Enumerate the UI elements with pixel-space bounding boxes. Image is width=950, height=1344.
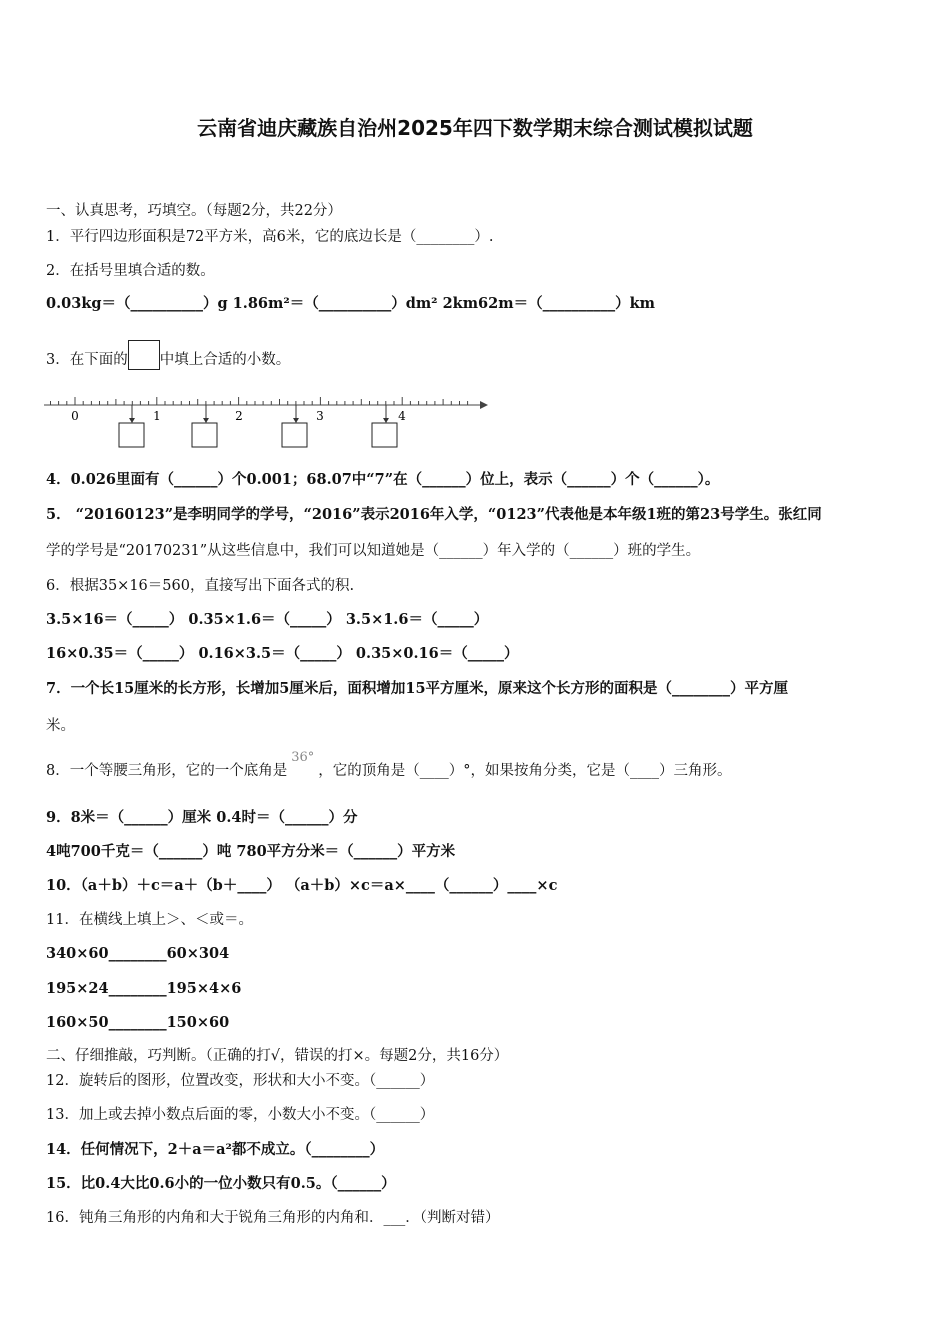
- question-8: [46, 750, 926, 782]
- number-line-label: 3: [316, 409, 324, 423]
- question-11: 11．在横线上填上＞、＜或＝。: [46, 912, 253, 928]
- question-11-row-2: 195×24________195×4×6: [46, 980, 242, 997]
- question-9-row-2: 4吨700千克＝（______）吨 780平方分米＝（______）平方米: [46, 843, 456, 860]
- angle-value: 36°: [291, 750, 315, 765]
- number-line-label: 1: [153, 409, 161, 423]
- question-6-row-1: 3.5×16＝（_____） 0.35×1.6＝（_____） 3.5×1.6＝（_____）: [46, 611, 489, 628]
- question-11-row-1: 340×60________60×304: [46, 945, 230, 962]
- question-6: 6．根据35×16＝560，直接写出下面各式的积.: [46, 578, 355, 594]
- question-3-text-b: 中填上合适的小数。: [159, 352, 291, 368]
- question-8-text-a: 8．一个等腰三角形，它的一个底角是: [46, 763, 288, 779]
- question-5-line-1: 5． “20160123”是李明同学的学号，“2016”表示2016年入学，“0123”代表他是本年级1班的第23号学生。张红同: [46, 506, 822, 523]
- question-3: [46, 340, 926, 370]
- answer-arrow: [203, 405, 209, 423]
- number-line-label: 4: [398, 409, 406, 423]
- question-5-line-2: 学的学号是“20170231”从这些信息中，我们可以知道她是（______）年入学的（______）班的学生。: [46, 543, 701, 559]
- question-2-items: 0.03kg＝（__________）g 1.86m²＝（__________）dm² 2km62m＝（__________）km: [46, 295, 655, 312]
- question-15: 15．比0.4大比0.6小的一位小数只有0.5。（______）: [46, 1175, 396, 1192]
- question-11-row-3: 160×50________150×60: [46, 1014, 230, 1031]
- answer-box[interactable]: [372, 423, 397, 447]
- answer-box[interactable]: [119, 423, 144, 447]
- blank-box-icon: [128, 340, 160, 370]
- question-3-text-a: 3．在下面的: [46, 352, 128, 368]
- number-line-label: 2: [235, 409, 243, 423]
- question-2: 2．在括号里填合适的数。: [46, 263, 215, 279]
- question-10: 10．（a＋b）＋c＝a＋（b＋____） （a＋b）×c＝a×____（______）____×c: [46, 877, 558, 894]
- question-12: 12．旋转后的图形，位置改变，形状和大小不变。（______）: [46, 1073, 435, 1089]
- answer-arrow: [129, 405, 135, 423]
- question-14: 14．任何情况下，2＋a＝a²都不成立。（________）: [46, 1141, 385, 1158]
- section-1-heading: 一、认真思考，巧填空。（每题2分，共22分）: [46, 203, 342, 219]
- number-line: [40, 392, 500, 454]
- question-13: 13．加上或去掉小数点后面的零，小数大小不变。（______）: [46, 1107, 435, 1123]
- question-4: 4．0.026里面有（______）个0.001；68.07中“7”在（______）位上，表示（______）个（______）。: [46, 471, 720, 488]
- answer-arrow: [383, 405, 389, 423]
- question-7-line-1: 7．一个长15厘米的长方形，长增加5厘米后，面积增加15平方厘米，原来这个长方形的面积是（________）平方厘: [46, 680, 789, 697]
- answer-box[interactable]: [192, 423, 217, 447]
- page-title: 云南省迪庆藏族自治州2025年四下数学期末综合测试模拟试题: [197, 116, 753, 140]
- section-2-heading: 二、仔细推敲，巧判断。（正确的打√，错误的打×。每题2分，共16分）: [46, 1048, 509, 1064]
- answer-box[interactable]: [282, 423, 307, 447]
- question-9-row-1: 9．8米＝（______）厘米 0.4时＝（______）分: [46, 809, 358, 826]
- number-line-label: 0: [71, 409, 79, 423]
- question-6-row-2: 16×0.35＝（_____） 0.16×3.5＝（_____） 0.35×0.16＝（_____）: [46, 645, 519, 662]
- question-7-line-2: 米。: [46, 718, 75, 734]
- question-1: 1．平行四边形面积是72平方米，高6米，它的底边长是（________）.: [46, 229, 494, 245]
- arrow-head-icon: [480, 401, 488, 409]
- answer-arrow: [293, 405, 299, 423]
- question-16: 16．钝角三角形的内角和大于锐角三角形的内角和．___．（判断对错）: [46, 1210, 500, 1226]
- question-8-text-b: ，它的顶角是（____）°，如果按角分类，它是（____）三角形。: [318, 763, 732, 779]
